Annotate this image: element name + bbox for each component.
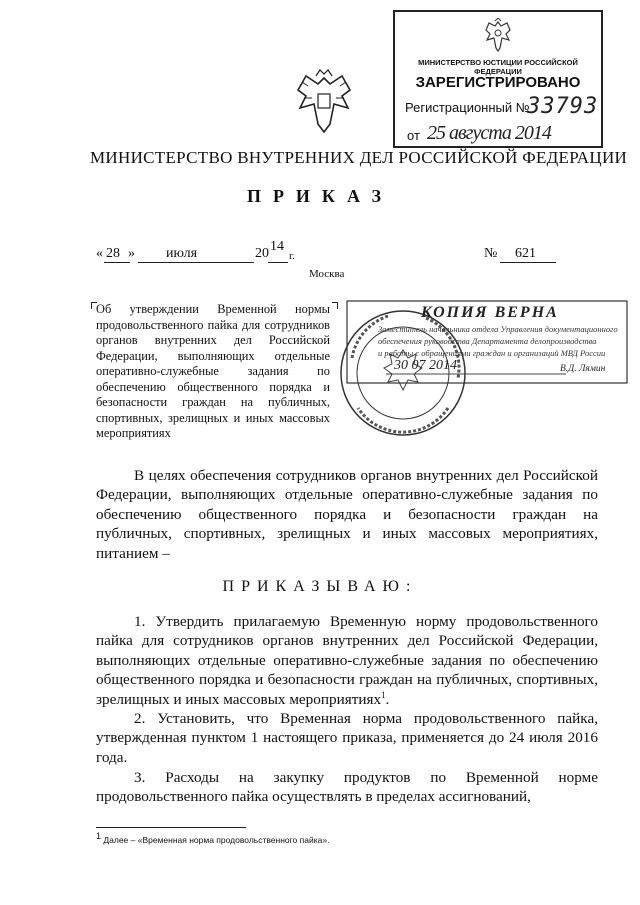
item-1-paragraph	[96, 612, 598, 709]
ministry-name: МИНИСТЕРСТВО ВНУТРЕННИХ ДЕЛ РОССИЙСКОЙ ФЕДЕРАЦИИ	[90, 148, 628, 167]
order-number: 621	[515, 246, 536, 261]
copy-certification-stamp	[338, 298, 628, 448]
eagle-emblem-icon	[483, 18, 513, 52]
copy-stamp-title: КОПИЯ ВЕРНА	[421, 304, 559, 321]
item-3-text: 3. Расходы на закупку продуктов по Временной норме продовольственного пайка осуществлять в пределах ассигнований,	[96, 769, 598, 806]
order-number-sign: №	[484, 246, 498, 261]
item-3-paragraph	[96, 768, 598, 807]
date-open-quote: «	[96, 246, 103, 261]
date-month: июля	[166, 246, 198, 261]
year-underline	[268, 262, 288, 263]
footnote	[96, 831, 330, 845]
copy-stamp-line-3: и работы с обращениями граждан и организаций МВД России	[378, 348, 606, 358]
copy-stamp-signatory: В.Д. Лямин	[560, 364, 606, 374]
item-1-end: .	[385, 690, 390, 708]
copy-stamp-date: 30 07 2014	[394, 358, 457, 373]
document-title: ПРИКАЗ	[246, 186, 394, 206]
item-2-paragraph	[96, 709, 598, 767]
date-year-prefix: 20	[255, 246, 269, 261]
registration-date-prefix: от	[407, 128, 420, 143]
order-directive: ПРИКАЗЫВАЮ:	[222, 578, 418, 595]
preamble-text: В целях обеспечения сотрудников органов внутренних дел Российской Федерации, выполняющих отдельные оперативно-служебные задания по обеспечению общественного порядка и безопасности граждан на публичных, спортивных, зрелищных и иных массовых мероприятиях, питанием –	[96, 467, 598, 562]
footnote-mark: 1	[96, 831, 102, 842]
date-year-abbr: г.	[289, 250, 296, 262]
item-2-text: 2. Установить, что Временная норма продовольственного пайка, утвержденная пунктом 1 настоящего приказа, применяется до 24 июля 2016 года.	[96, 710, 598, 766]
month-underline	[138, 262, 254, 263]
registration-ministry: МИНИСТЕРСТВО ЮСТИЦИИ РОССИЙСКОЙ ФЕДЕРАЦИИ	[418, 58, 578, 76]
preamble-paragraph	[96, 466, 598, 563]
item-1-text: 1. Утвердить прилагаемую Временную норму продовольственного пайка для сотрудников органов внутренних дел Российской Федерации, выполняющих отдельные оперативно-служебные задания по обеспечению общественного порядка и безопасности граждан на публичных, спортивных, зрелищных и иных массовых мероприятиях	[96, 613, 598, 708]
copy-stamp-line-1: Заместитель начальника отдела Управления документационного	[378, 324, 618, 334]
day-underline	[104, 262, 130, 263]
copy-stamp-line-2: обеспечения руководства Департамента делопроизводства	[378, 336, 597, 346]
footnote-divider	[96, 827, 246, 828]
date-close-quote: »	[128, 246, 135, 261]
registration-stamp	[393, 10, 603, 148]
footnote-text: Далее – «Временная норма продовольственного пайка».	[101, 835, 330, 845]
bracket-left	[91, 302, 97, 309]
registration-number: 33793	[527, 94, 599, 119]
city: Москва	[309, 268, 345, 280]
footnote-ref: 1	[381, 689, 386, 700]
order-subject	[96, 302, 330, 442]
number-underline	[500, 262, 556, 263]
registration-date: 25 августа 2014	[427, 122, 551, 144]
date-year-suffix: 14	[270, 239, 284, 254]
date-day: 28	[106, 246, 120, 261]
coat-of-arms-icon	[294, 68, 354, 138]
registration-title: ЗАРЕГИСТРИРОВАНО	[415, 74, 581, 91]
order-subject-text: Об утверждении Временной нормы продовольственного пайка для сотрудников органов внутренних дел Российской Федерации, выполняющих отдельные оперативно-служебные задания по обеспечению общественного порядка и безопасности граждан на публичных, спортивных, зрелищных и иных массовых мероприятиях	[96, 302, 330, 440]
registration-number-label: Регистрационный №	[405, 100, 530, 115]
